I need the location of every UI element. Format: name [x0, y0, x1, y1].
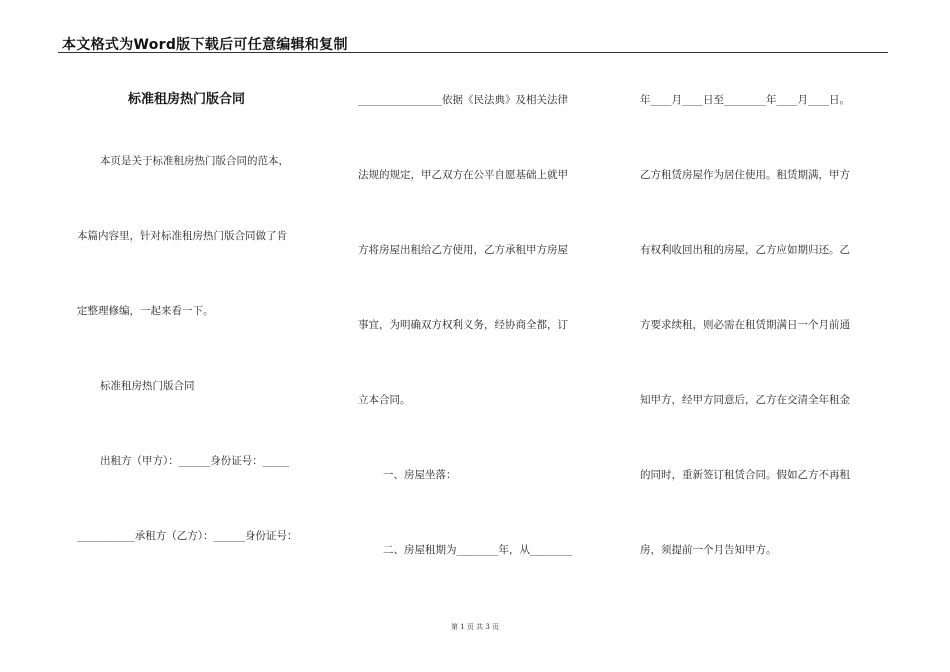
contract-subtitle: 标准租房热门版合同	[100, 380, 195, 392]
paragraph-line: 知甲方，经甲方同意后，乙方在交清全年租金	[640, 394, 850, 406]
paragraph-line: 房，须提前一个月告知甲方。	[640, 544, 777, 556]
paragraph-line: 法规的规定，甲乙双方在公平自愿基础上就甲	[358, 169, 568, 181]
paragraph-line: ___________承租方（乙方）：______身份证号：	[77, 530, 298, 542]
paragraph-line: 方将房屋出租给乙方使用，乙方承租甲方房屋	[358, 244, 568, 256]
paragraph-line: 立本合同。	[358, 394, 411, 406]
paragraph-line: 定整理修编，一起来看一下。	[77, 305, 214, 317]
paragraph-line: 事宜，为明确双方权利义务，经协商全都，订	[358, 319, 568, 331]
document-header: 本文格式为Word版下载后可任意编辑和复制	[62, 37, 348, 53]
page-indicator: 第 1 页 共 3 页	[450, 623, 500, 631]
paragraph-line: 本页是关于标准租房热门版合同的范本，	[100, 155, 289, 167]
paragraph-line: 出租方（甲方）：______身份证号：_____	[100, 455, 289, 467]
document-title: 标准租房热门版合同	[128, 92, 246, 107]
paragraph-line: 的同时，重新签订租赁合同。假如乙方不再租	[640, 469, 850, 481]
header-divider	[58, 52, 888, 53]
section-heading: 二、房屋租期为________年，从________	[383, 544, 572, 556]
paragraph-line: 有权利收回出租的房屋，乙方应如期归还。乙	[640, 244, 850, 256]
section-heading: 一、房屋坐落：	[383, 469, 457, 481]
paragraph-line: 年____月____日至________年____月____日。	[640, 94, 850, 106]
paragraph-line: 方要求续租，则必需在租赁期满日一个月前通	[640, 319, 850, 331]
paragraph-line: 本篇内容里，针对标准租房热门版合同做了肯	[77, 230, 287, 242]
paragraph-line: 乙方租赁房屋作为居住使用。租赁期满，甲方	[640, 169, 850, 181]
paragraph-line: ________________依据《民法典》及相关法律	[358, 94, 568, 106]
